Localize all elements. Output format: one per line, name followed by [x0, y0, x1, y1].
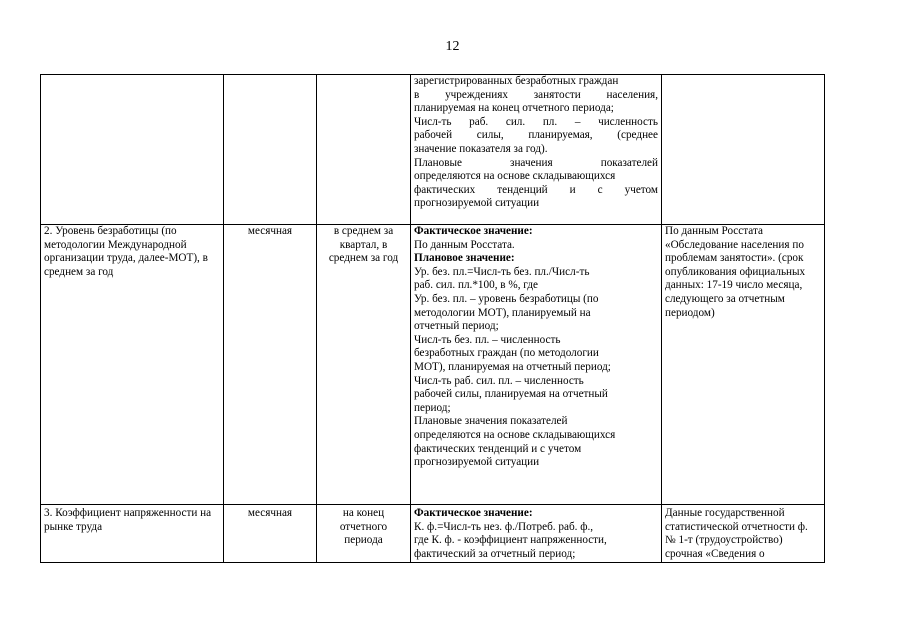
method-line: фактический за отчетный период; [414, 547, 576, 560]
method-line: Ур. без. пл. – уровень безработицы (по [414, 292, 599, 305]
method-line: рабочей силы, планируемая на отчетный [414, 388, 608, 401]
table-row [41, 75, 825, 225]
indicator-cell: 2. Уровень безработицы (по методологии Международной организации труда, далее-МОТ), в среднем за год [41, 225, 224, 505]
indicators-table [40, 74, 825, 563]
method-line: рабочей силы, планируемая, (среднее [414, 129, 658, 142]
method-line: где К. ф. - коэффициент напряженности, [414, 534, 607, 547]
method-line: По данным Росстата. [414, 238, 515, 251]
method-line: прогнозируемой ситуации [414, 456, 540, 469]
method-line: Ур. без. пл.=Числ-ть без. пл./Числ-ть [414, 265, 590, 278]
method-heading: Фактическое значение: [414, 507, 533, 519]
method-heading: Фактическое значение: [414, 225, 533, 237]
method-line: раб. сил. пл.*100, в %, где [414, 279, 538, 292]
frequency-cell [224, 75, 317, 225]
method-line: Числ-ть раб. сил. пл. – численность [414, 115, 658, 128]
source-cell: Данные государственной статистической отчетности ф. № 1-т (трудоустройство) срочная «Сведения о [662, 505, 825, 563]
frequency-cell: месячная [224, 505, 317, 563]
period-cell [317, 75, 411, 225]
indicator-cell: 3. Коэффициент напряженности на рынке труда [41, 505, 224, 563]
method-line: безработных граждан (по методологии [414, 347, 599, 360]
method-cell [411, 505, 662, 563]
page-number: 12 [445, 39, 460, 54]
indicator-cell [41, 75, 224, 225]
method-line: период; [414, 401, 451, 414]
method-line: методологии МОТ), планируемый на [414, 306, 591, 319]
method-line: планируемая на конец отчетного периода; [414, 102, 614, 115]
method-line: фактических тенденций и с учетом [414, 183, 658, 196]
method-cell [411, 75, 662, 225]
method-line: в учреждениях занятости населения, [414, 88, 658, 101]
method-line: определяются на основе складывающихся [414, 170, 616, 183]
method-cell [411, 225, 662, 505]
method-line: зарегистрированных безработных граждан [414, 75, 619, 87]
method-line: Числ-ть раб. сил. пл. – численность [414, 374, 584, 387]
method-line: Плановые значения показателей [414, 415, 568, 428]
method-line: Плановые значения показателей [414, 156, 658, 169]
frequency-cell: месячная [224, 225, 317, 505]
method-line: МОТ), планируемая на отчетный период; [414, 360, 611, 373]
method-line: К. ф.=Числ-ть нез. ф./Потреб. раб. ф., [414, 520, 594, 533]
period-cell: на конец отчетного периода [317, 505, 411, 563]
source-cell [662, 75, 825, 225]
table-row [41, 505, 825, 563]
method-heading: Плановое значение: [414, 252, 515, 265]
method-line: Числ-ть без. пл. – численность [414, 333, 561, 346]
source-cell: По данным Росстата «Обследование населения по проблемам занятости». (срок опубликования официальных данных: 17-19 число месяца, следующего за отчетным периодом) [662, 225, 825, 505]
period-cell: в среднем за квартал, в среднем за год [317, 225, 411, 505]
method-line: определяются на основе складывающихся [414, 428, 616, 441]
method-line: фактических тенденций и с учетом [414, 442, 582, 455]
method-line: отчетный период; [414, 320, 499, 333]
method-line: значение показателя за год). [414, 142, 548, 155]
table-row [41, 225, 825, 505]
method-line: прогнозируемой ситуации [414, 197, 540, 210]
